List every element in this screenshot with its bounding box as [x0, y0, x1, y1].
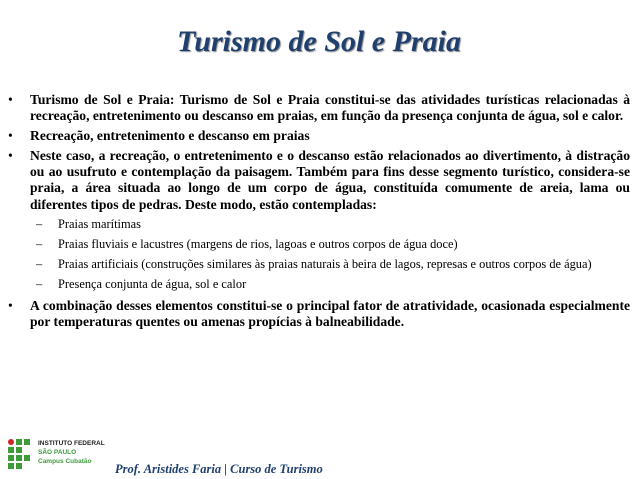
- logo-line-3: Campus Cubatão: [38, 458, 92, 465]
- sub-item-text: Praias marítimas: [58, 216, 141, 231]
- slide-title: Turismo de Sol e Praia: [177, 25, 461, 58]
- logo-text: [38, 439, 105, 466]
- dash-symbol: –: [36, 216, 43, 231]
- sub-item-text: Praias artificiais (construções similares às praias naturais à beira de lagos, represas e outros corpos de água): [58, 256, 592, 271]
- sub-item: [8, 217, 630, 232]
- bullet-item: [8, 298, 630, 330]
- dash-symbol: –: [36, 276, 43, 291]
- logo-line-2: SÃO PAULO: [38, 449, 77, 456]
- bullet-text: Turismo de Sol e Praia: Turismo de Sol e Praia constitui-se das atividades turísticas relacionadas à recreação, entretenimento ou descanso em praias, em função da presença conjunta de água, sol e calor.: [30, 92, 630, 124]
- sub-list: [8, 217, 630, 292]
- sub-item: [8, 237, 630, 252]
- institution-logo: [8, 439, 108, 475]
- slide-footer: [0, 429, 638, 479]
- sub-item: [8, 257, 630, 272]
- bullet-text: A combinação desses elementos constitui-se o principal fator de atratividade, ocasionada especialmente por temperaturas quentes ou amenas propícias à balneabilidade.: [30, 297, 630, 329]
- bullet-text: Neste caso, a recreação, o entretenimento e o descanso estão relacionados ao divertimento, à distração ou ao usufruto e contemplação da paisagem. Também para fins desse segmento turístico, considera-se praia, a área situada ao longo de um corpo de água, constituída comumente de areia, lama ou diferentes tipos de pedras. Deste modo, estão contempladas:: [30, 148, 630, 212]
- bullet-text: Recreação, entretenimento e descanso em praias: [30, 128, 310, 144]
- bullet-symbol: •: [8, 92, 13, 107]
- sub-item: [8, 277, 630, 292]
- bullet-symbol: •: [8, 297, 13, 313]
- dash-symbol: –: [36, 256, 43, 271]
- bullet-item: [8, 92, 630, 124]
- logo-line-1: INSTITUTO FEDERAL: [38, 440, 105, 447]
- bullet-item: [8, 148, 630, 212]
- bullet-symbol: •: [8, 148, 13, 164]
- sub-item-text: Praias fluviais e lacustres (margens de rios, lagoas e outros corpos de água doce): [58, 236, 458, 251]
- bullet-item: [8, 128, 630, 144]
- slide-content: [8, 92, 630, 334]
- dash-symbol: –: [36, 236, 43, 251]
- logo-mark-icon: [8, 439, 32, 475]
- bullet-symbol: •: [8, 128, 13, 144]
- sub-item-text: Presença conjunta de água, sol e calor: [58, 276, 247, 291]
- footer-credit: Prof. Aristides Faria | Curso de Turismo: [115, 462, 323, 476]
